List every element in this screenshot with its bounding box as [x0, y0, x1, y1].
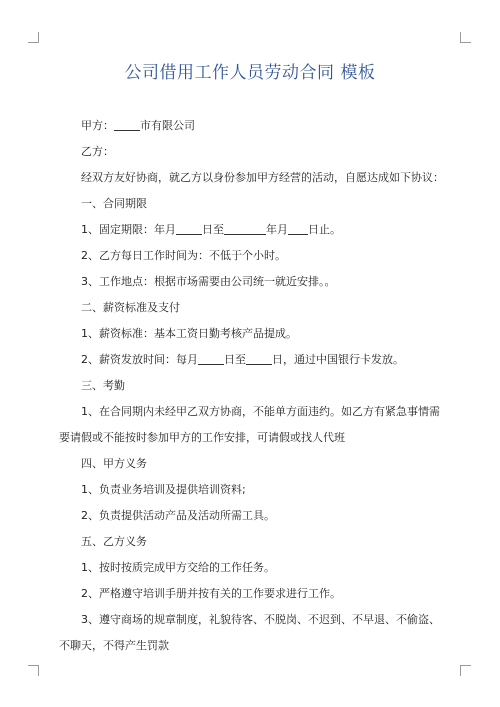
clause-text: 日，通过中国银行卡发放。 [272, 353, 404, 366]
clause-text: 年月 [266, 223, 288, 236]
clause-line: 1、负责业务培训及提供培训资料; [81, 483, 246, 496]
clause-line: 2、严格遵守培训手册并按有关的工作要求进行工作。 [81, 587, 341, 600]
party-a-line [59, 113, 445, 139]
document-body [59, 113, 445, 659]
clause-line: 2、负责提供活动产品及活动所需工具。 [81, 509, 275, 522]
blank-field [198, 352, 224, 365]
crop-mark-bottom-left [28, 665, 39, 676]
clause-line: 3、工作地点：根据市场需要由公司统一就近安排。。 [81, 275, 336, 288]
blank-field [114, 118, 140, 131]
clause-line [59, 217, 445, 243]
document-title: 公司借用工作人员劳动合同 模板 [124, 63, 376, 83]
clause-text: 日止。 [308, 223, 341, 236]
section-heading: 二、薪资标准及支付 [81, 301, 180, 314]
clause-text: 2、薪资发放时间：每月 [81, 353, 198, 366]
blank-field [246, 352, 272, 365]
clause-text: 1、固定期限：年月 [81, 223, 176, 236]
clause-text: 日至 [224, 353, 246, 366]
crop-mark-top-left [28, 32, 39, 43]
section-heading: 三、考勤 [81, 379, 125, 392]
clause-text: 日至 [202, 223, 224, 236]
blank-field [176, 222, 202, 235]
party-a-suffix: 市有限公司 [140, 119, 195, 132]
section-heading: 一、合同期限 [81, 197, 147, 210]
crop-mark-top-right [460, 32, 471, 43]
clause-line: 1、薪资标准：基本工资日勤考核产品提成。 [81, 327, 297, 340]
intro-paragraph: 经双方友好协商，就乙方以身份参加甲方经营的活动，自愿达成如下协议： [81, 171, 444, 184]
blank-field [288, 222, 308, 235]
clause-line [59, 347, 445, 373]
clause-paragraph: 3、遵守商场的规章制度，礼貌待客、不脱岗、不迟到、不早退、不偷盗、不聊天，不得产生罚款 [59, 613, 440, 652]
section-heading: 五、乙方义务 [81, 535, 147, 548]
crop-mark-bottom-right [460, 665, 471, 676]
party-b-line: 乙方： [81, 145, 114, 158]
party-a-label: 甲方： [81, 119, 114, 132]
clause-paragraph: 1、在合同期内未经甲乙双方协商，不能单方面违约。如乙方有紧急事情需要请假或不能按时参加甲方的工作安排，可请假或找人代班 [59, 405, 440, 444]
section-heading: 四、甲方义务 [81, 457, 147, 470]
clause-line: 1、按时按质完成甲方交给的工作任务。 [81, 561, 275, 574]
blank-field [224, 222, 266, 235]
clause-line: 2、乙方每日工作时间为：不低于个小时。 [81, 249, 286, 262]
